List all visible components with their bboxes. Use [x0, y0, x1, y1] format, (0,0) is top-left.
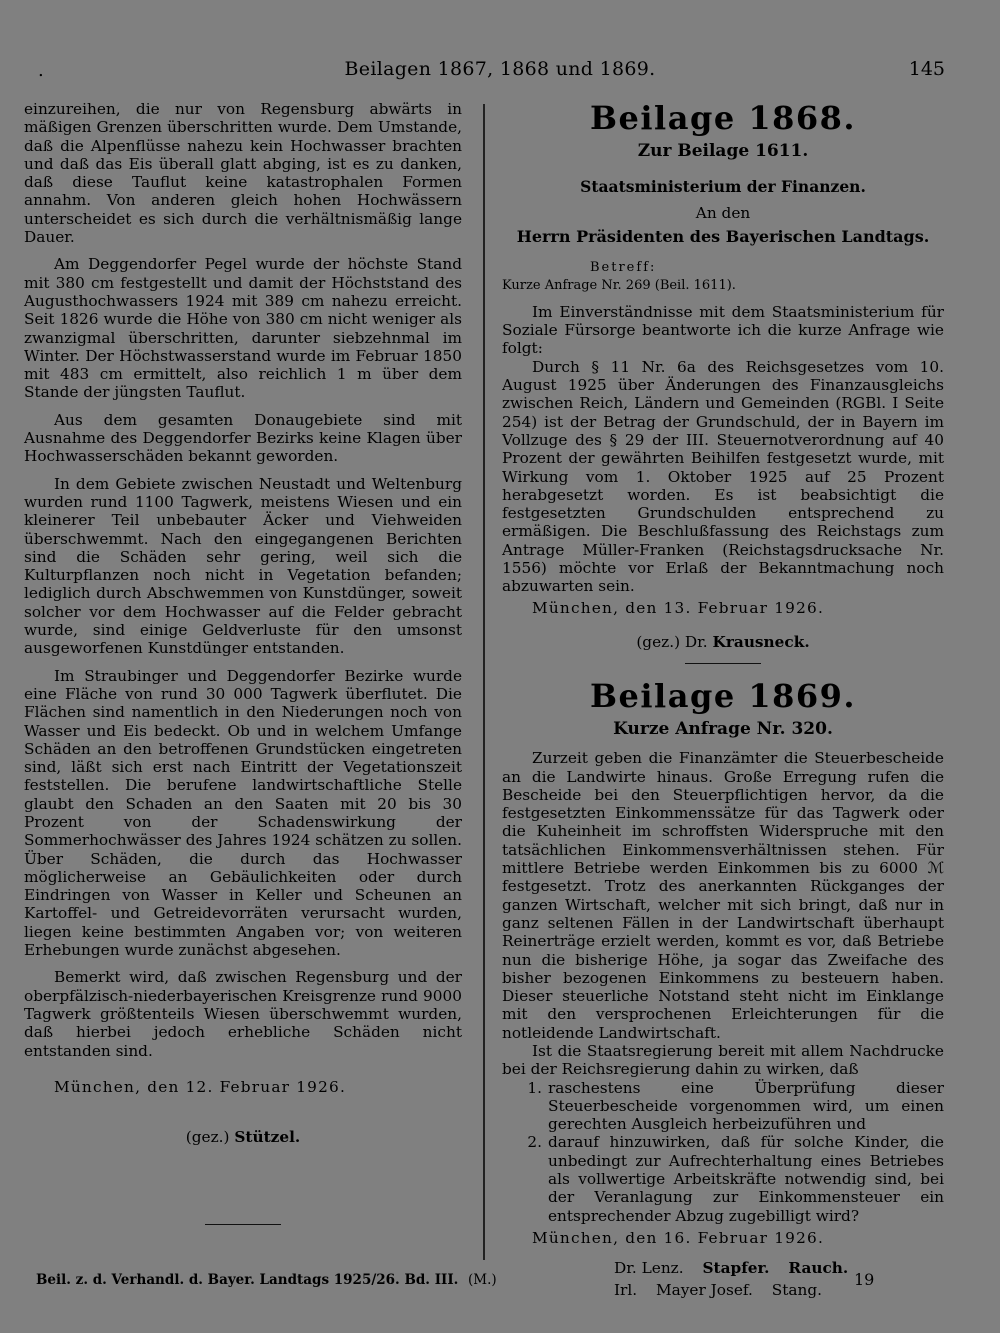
betreff-text: Kurze Anfrage Nr. 269 (Beil. 1611). — [502, 277, 736, 293]
paragraph: Am Deggendorfer Pegel wurde der höchste Stand mit 380 cm festgestellt und damit der Höchststand des Augusthochwassers 1924 mit 389 cm nahezu erreicht. Seit 1826 wurde die Höhe von 380 cm nicht weniger als zwanzigmal überschritten, darunter siebzehnmal im Winter. Der Höchstwasserstand wurde im Februar 1850 mit 483 cm ermittelt, also reichlich 1 m über dem Stande der jüngsten Tauflut. — [24, 255, 462, 402]
section-subheading-1868: Zur Beilage 1611. — [637, 141, 809, 161]
signature-prefix: (gez.) Dr. — [636, 632, 708, 651]
signatory-name: Dr. Lenz. — [614, 1259, 684, 1278]
section-heading-1868: Beilage 1868. — [589, 99, 857, 137]
paragraph: einzureihen, die nur von Regensburg abwärts in mäßigen Grenzen überschritten wurde. Dem Umstande, daß die Alpenflüsse nahezu kein Hochwasser brachten und daß das Eis überall glatt abging, ist es zu danken, daß diese Tauflut keine katastrophalen Formen annahm. Von anderen gleich hohen Hochwässern unterscheidet es sich durch die verhältnismäßig lange Dauer. — [24, 100, 462, 247]
signature-name: Stützel. — [234, 1128, 301, 1147]
header-dot: . — [38, 60, 44, 81]
signatory-name: Stapfer. — [702, 1259, 770, 1278]
signatory-name: Irl. — [614, 1281, 638, 1300]
an-den-line: An den — [695, 204, 751, 223]
signatory-name: Stang. — [771, 1281, 823, 1300]
date-line: München, den 13. Februar 1926. — [532, 598, 825, 617]
signatory-name: Mayer Josef. — [656, 1281, 753, 1300]
footer-sheet-number: 19 — [854, 1270, 875, 1289]
list-item — [502, 1079, 944, 1134]
date-line: München, den 16. Februar 1926. — [532, 1228, 825, 1247]
list-item-number: 2. — [527, 1133, 542, 1152]
signature-prefix: (gez.) — [185, 1128, 230, 1147]
paragraph: Bemerkt wird, daß zwischen Regensburg und der oberpfälzisch-niederbayerischen Kreisgrenze rund 9000 Tagwerk größtenteils Wiesen überschwemmt wurden, daß hierbei jedoch erhebliche Schäden nicht entstanden sind. — [24, 968, 462, 1060]
left-column — [24, 100, 462, 1225]
footer-publication: Beil. z. d. Verhandl. d. Bayer. Landtags 1925/26. Bd. III. — [36, 1272, 459, 1288]
paragraph: Aus dem gesamten Donaugebiete sind mit Ausnahme des Deggendorfer Bezirks keine Klagen über Hochwasserschäden bekannt geworden. — [24, 410, 462, 466]
list-item-text: raschestens eine Überprüfung dieser Steuerbescheide vorgenommen wird, um einen gerechten Ausgleich herbeizuführen und — [548, 1078, 944, 1134]
signature — [502, 633, 944, 651]
list-item-text: darauf hinzuwirken, daß für solche Kinder, die unbedingt zur Aufrechterhaltung eines Betriebes als vollwertige Arbeitskräfte notwendig sind, bei der Veranlagung zur Einkommensteuer ein entsprechender Abzug zugebilligt wird? — [548, 1133, 944, 1225]
signature-name: Krausneck. — [712, 632, 810, 651]
running-title: Beilagen 1867, 1868 und 1869. — [344, 58, 656, 80]
date-line: München, den 12. Februar 1926. — [54, 1077, 347, 1096]
section-heading-1869: Beilage 1869. — [589, 677, 857, 716]
column-divider — [483, 104, 485, 1260]
page-footer — [36, 1270, 936, 1294]
section-subheading-1869: Kurze Anfrage Nr. 320. — [613, 719, 833, 740]
paragraph: Ist die Staatsregierung bereit mit allem Nachdrucke bei der Reichsregierung dahin zu wirken, daß — [502, 1041, 944, 1079]
paragraph: In dem Gebiete zwischen Neustadt und Weltenburg wurden rund 1100 Tagwerk, meistens Wiesen und ein kleinerer Teil unbebauter Äcker und Viehweiden überschwemmt. Nach den eingegangenen Berichten sind die Schäden sehr gering, weil sich die Kulturpflanzen noch nicht in Vegetation befanden; lediglich durch Abschwemmen von Kunstdünger, soweit solcher vor dem Hochwasser auf die Felder gebracht wurde, sind einige Geldverluste für den umsonst ausgeworfenen Kunstdünger entstanden. — [24, 474, 462, 658]
list-item-number: 1. — [527, 1078, 542, 1097]
paragraph: Durch § 11 Nr. 6a des Reichsgesetzes vom 10. August 1925 über Änderungen des Finanzausgleichs zwischen Reich, Ländern und Gemeinden (RGBl. I Seite 254) ist der Betrag der Grundschuld, der in Bayern im Vollzuge des § 29 der III. Steuernotverordnung auf 40 Prozent der gewährten Beihilfen festgesetzt wurde, mit Wirkung vom 1. Oktober 1925 auf 25 Prozent herabgesetzt worden. Es ist beabsichtigt die festgesetzten Grundschulden entsprechend zu ermäßigen. Die Beschlußfassung des Reichstags zum Antrage Müller-Franken (Reichstagsdrucksache Nr. 1556) möchte vor Erlaß der Bekanntmachung noch abzuwarten sein. — [502, 357, 944, 596]
end-rule — [205, 1224, 281, 1225]
paragraph: Im Straubinger und Deggendorfer Bezirke wurde eine Fläche von rund 30 000 Tagwerk überflutet. Die Flächen sind namentlich in den Niederungen noch von Wasser und Eis bedeckt. Ob und in welchem Umfange Schäden an den betroffenen Grundstücken eingetreten sind, läßt sich erst nach Eintritt der Vegetationszeit feststellen. Die berufene landwirtschaftliche Stelle glaubt den Schaden an den Saaten mit 20 bis 30 Prozent von der Schadenswirkung der Sommerhochwässer des Jahres 1924 schätzen zu sollen. Über Schäden, die durch das Hochwasser möglicherweise an Gebäulichkeiten oder durch Eindringen von Wasser in Keller und Scheunen an Kartoffel- und Getreidevorräten verursacht wurden, liegen keine bestimmten Angaben vor; von weiteren Erhebungen wurde zunächst abgesehen. — [24, 666, 462, 960]
numbered-list — [502, 1079, 944, 1225]
right-column — [502, 100, 944, 1301]
signature — [24, 1128, 462, 1146]
signatory-name: Rauch. — [788, 1259, 849, 1278]
ministry-line: Staatsministerium der Finanzen. — [580, 177, 866, 196]
paragraph: Zurzeit geben die Finanzämter die Steuerbescheide an die Landwirte hinaus. Große Erregung rufen die Bescheide bei den Steuerpflichtigen hervor, da die festgesetzten Einkommenssätze für das Tagwerk oder die Kuheinheit im schroffsten Widerspruche mit den tatsächlichen Einkommensverhältnissen stehen. Für mittlere Betriebe werden Einkommen bis zu 6000 ℳ festgesetzt. Trotz des anerkannten Rückganges der ganzen Wirtschaft, welcher mit sich bringt, daß nur in ganz seltenen Fällen in der Landwirtschaft überhaupt Reinerträge erzielt werden, kommt es vor, daß Betriebe nun die bisherige Höhe, ja sogar das Zweifache des bisher bezogenen Einkommens zu besteuern haben. Dieser steuerliche Notstand steht nicht im Einklange mit den versprochenen Erleichterungen für die notleidende Landwirtschaft. — [502, 749, 944, 1042]
list-item — [502, 1133, 944, 1224]
section-rule — [685, 663, 761, 664]
page-number: 145 — [908, 58, 945, 80]
page-header — [0, 58, 1000, 84]
betreff-label: Betreff: — [590, 259, 657, 275]
paragraph: Im Einverständnisse mit dem Staatsministerium für Soziale Fürsorge beantworte ich die kurze Anfrage wie folgt: — [502, 302, 944, 358]
footer-printer-mark: (M.) — [468, 1272, 497, 1288]
addressee-line: Herrn Präsidenten des Bayerischen Landtags. — [516, 226, 930, 246]
